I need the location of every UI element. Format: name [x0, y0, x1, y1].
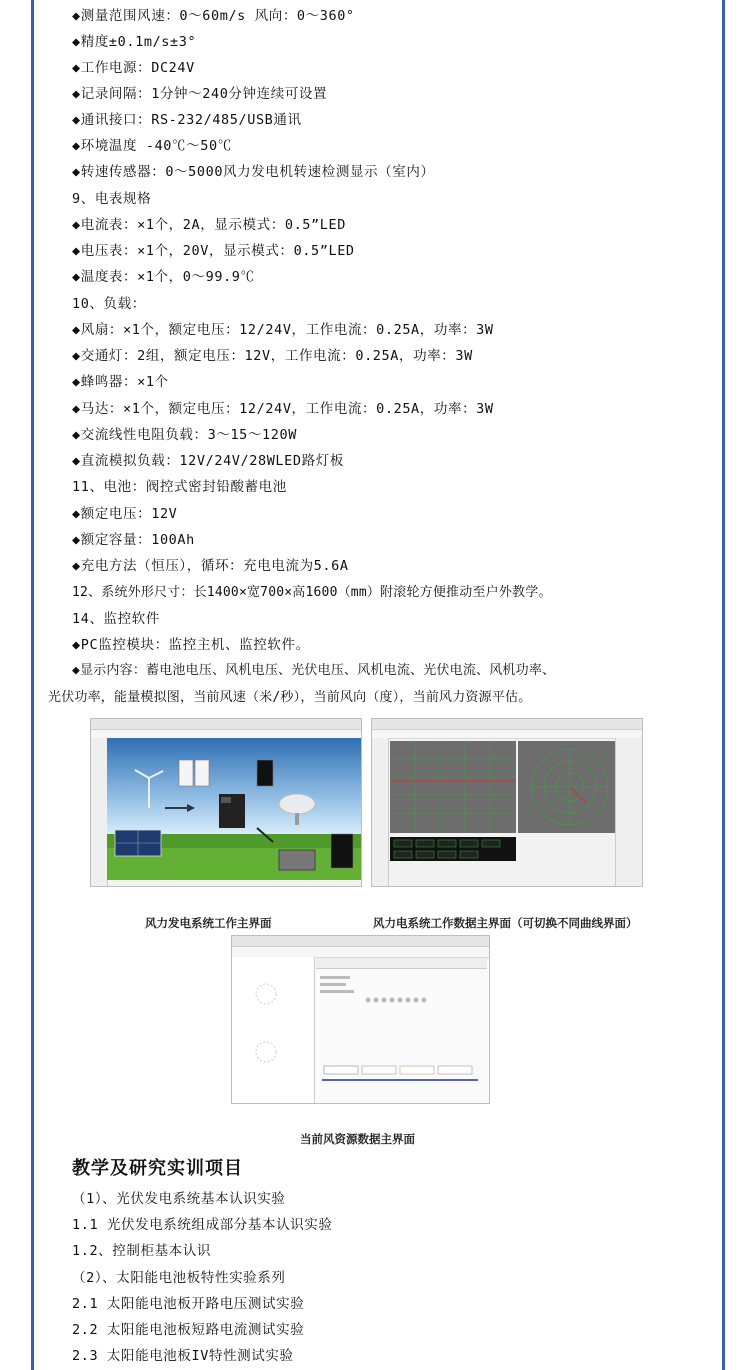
experiment-line: 2.1 太阳能电池板开路电压测试实验 [72, 1296, 305, 1312]
experiment-line: 1.1 光伏发电系统组成部分基本认识实验 [72, 1217, 333, 1233]
experiment-line: 2.2 太阳能电池板短路电流测试实验 [72, 1322, 305, 1338]
spec-line: 光伏功率，能量模拟图，当前风速（米/秒），当前风向（度），当前风力资源平估。 [48, 690, 532, 705]
spec-line: ◆蜂鸣器：×1个 [72, 374, 169, 390]
data-ui-caption: 风力电系统工作数据主界面（可切换不同曲线界面） [373, 916, 638, 930]
spec-heading: 14、监控软件 [72, 611, 160, 627]
spec-line: ◆电流表：×1个，2A，显示模式：0.5”LED [72, 217, 346, 233]
experiment-line: 2.3 太阳能电池板IV特性测试实验 [72, 1348, 294, 1364]
resource-ui-caption: 当前风资源数据主界面 [300, 1132, 415, 1146]
experiment-line: （2）、太阳能电池板特性实验系列 [72, 1270, 286, 1286]
resource-panel [318, 974, 486, 1084]
spec-line: ◆直流模拟负载：12V/24V/28WLED路灯板 [72, 453, 344, 469]
spec-line: ◆交流线性电阻负载：3～15～120W [72, 427, 297, 443]
spec-line: ◆额定电压：12V [72, 506, 178, 522]
spec-heading: 11、电池：阀控式密封铅酸蓄电池 [72, 479, 287, 495]
spec-line: ◆测量范围风速：0～60m/s 风向：0～360° [72, 8, 355, 24]
spec-line: ◆精度±0.1m/s±3° [72, 34, 197, 50]
resource-ui-screenshot [231, 935, 490, 1104]
spec-line: ◆交通灯：2组，额定电压：12V，工作电流：0.25A，功率：3W [72, 348, 473, 364]
spec-line: ◆通讯接口：RS-232/485/USB通讯 [72, 112, 302, 128]
spec-line: ◆温度表：×1个，0～99.9℃ [72, 269, 255, 285]
wind-rose-thumbnails [232, 966, 314, 1076]
main-ui-screenshot [90, 718, 362, 887]
experiment-line: 1.2、控制柜基本认识 [72, 1243, 211, 1259]
spec-line: ◆显示内容：蓄电池电压、风机电压、光伏电压、风机电流、光伏电流、风机功率、 [72, 663, 556, 678]
spec-line: ◆工作电源：DC24V [72, 60, 195, 76]
spec-line: ◆风扇：×1个，额定电压：12/24V，工作电流：0.25A，功率：3W [72, 322, 494, 338]
experiment-line: （1）、光伏发电系统基本认识实验 [72, 1191, 286, 1207]
curve-chart [390, 741, 622, 861]
spec-line: ◆充电方法（恒压），循环：充电电流为5.6A [72, 558, 349, 574]
spec-line: ◆PC监控模块：监控主机、监控软件。 [72, 637, 310, 653]
spec-heading: 9、电表规格 [72, 191, 152, 207]
spec-line: ◆转速传感器：0～5000风力发电机转速检测显示（室内） [72, 164, 435, 180]
wind-system-diagram [107, 738, 361, 880]
spec-line: ◆额定容量：100Ah [72, 532, 195, 548]
section-title: 教学及研究实训项目 [72, 1158, 243, 1179]
spec-line: ◆马达：×1个，额定电压：12/24V，工作电流：0.25A，功率：3W [72, 401, 494, 417]
data-ui-screenshot [371, 718, 643, 887]
spec-heading: 12、系统外形尺寸：长1400×宽700×高1600（mm）附滚轮方便推动至户外教学。 [72, 585, 552, 600]
spec-line: ◆电压表：×1个，20V，显示模式：0.5”LED [72, 243, 355, 259]
spec-line: ◆环境温度 -40℃～50℃ [72, 138, 232, 154]
spec-line: ◆记录间隔：1分钟～240分钟连续可设置 [72, 86, 328, 102]
spec-heading: 10、负载： [72, 296, 146, 312]
main-ui-caption: 风力发电系统工作主界面 [145, 916, 272, 930]
